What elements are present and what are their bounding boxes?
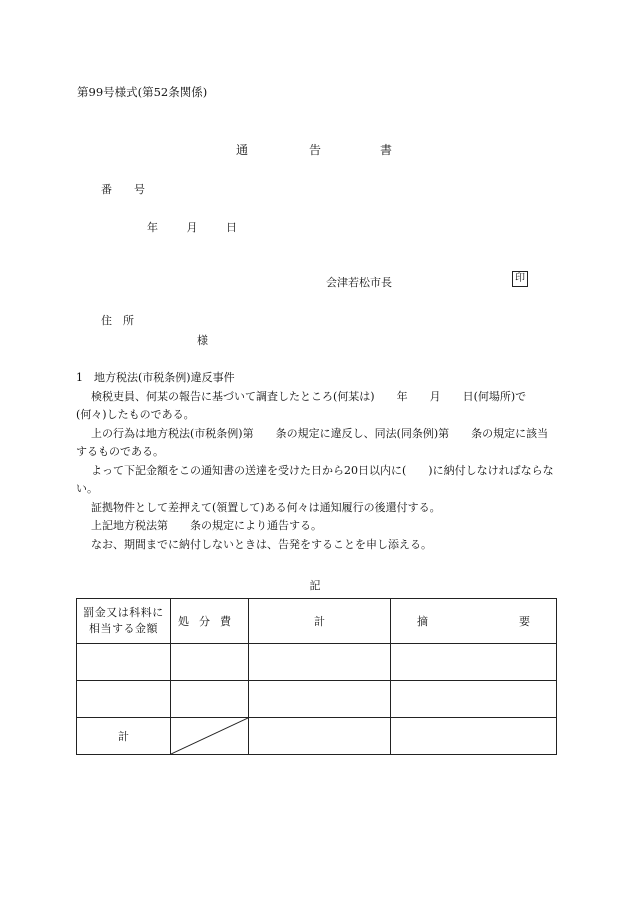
date-month: 月 bbox=[186, 221, 198, 234]
ki-heading: 記 bbox=[309, 579, 321, 592]
table-cell bbox=[249, 644, 391, 681]
header-disposal-cost: 処分費 bbox=[171, 599, 249, 644]
seal-mark: 印 bbox=[512, 271, 528, 287]
title-char-3: 書 bbox=[380, 143, 393, 157]
table-header-row bbox=[77, 599, 557, 644]
diagonal-line bbox=[171, 718, 248, 754]
address-label: 住 所 bbox=[101, 314, 134, 327]
table-cell bbox=[171, 644, 249, 681]
paragraph-6: なお、期間までに納付しないときは、告発をすることを申し添える。 bbox=[91, 537, 432, 551]
header-fine-amount: 罰金又は科料に 相当する金額 bbox=[77, 599, 171, 644]
fee-table bbox=[76, 598, 557, 755]
issuer-name: 会津若松市長 bbox=[326, 276, 392, 289]
honorific: 様 bbox=[197, 334, 208, 347]
paragraph-5: 上記地方税法第 条の規定により通告する。 bbox=[91, 519, 322, 532]
diagonal-cell bbox=[171, 718, 249, 755]
date-line bbox=[147, 219, 262, 235]
total-label: 計 bbox=[77, 718, 171, 755]
date-day: 日 bbox=[226, 221, 237, 234]
header-total: 計 bbox=[249, 599, 391, 644]
title-char-2: 告 bbox=[309, 143, 322, 157]
form-number: 第99号様式(第52条関係) bbox=[77, 85, 208, 99]
table-cell bbox=[391, 644, 557, 681]
document-title bbox=[0, 141, 630, 157]
number-label: 番 号 bbox=[101, 183, 145, 196]
table-cell bbox=[77, 681, 171, 718]
date-year: 年 bbox=[147, 221, 158, 234]
header-remarks: 摘 要 bbox=[391, 599, 557, 644]
table-cell bbox=[77, 644, 171, 681]
table-cell bbox=[249, 681, 391, 718]
table-total-row bbox=[77, 718, 557, 755]
title-char-1: 通 bbox=[236, 143, 249, 157]
paragraph-4: 証拠物件として差押えて(領置して)ある何々は通知履行の後還付する。 bbox=[91, 500, 441, 514]
paragraph-1: 検税吏員、何某の報告に基づいて調査したところ(何某は) 年 月 日(何場所)で(何々)したものである。 bbox=[76, 389, 527, 421]
notice-body bbox=[76, 369, 556, 554]
table-cell bbox=[171, 681, 249, 718]
table-row bbox=[77, 644, 557, 681]
table-cell bbox=[249, 718, 391, 755]
table-row bbox=[77, 681, 557, 718]
paragraph-2: 上の行為は地方税法(市税条例)第 条の規定に違反し、同法(同条例)第 条の規定に該当するものである。 bbox=[76, 426, 549, 458]
paragraph-3: よって下記金額をこの通知書の送達を受けた日から20日以内に( )に納付しなければならない。 bbox=[76, 463, 554, 495]
table-cell bbox=[391, 718, 557, 755]
table-cell bbox=[391, 681, 557, 718]
section-heading: 1 地方税法(市税条例)違反事件 bbox=[76, 371, 235, 384]
